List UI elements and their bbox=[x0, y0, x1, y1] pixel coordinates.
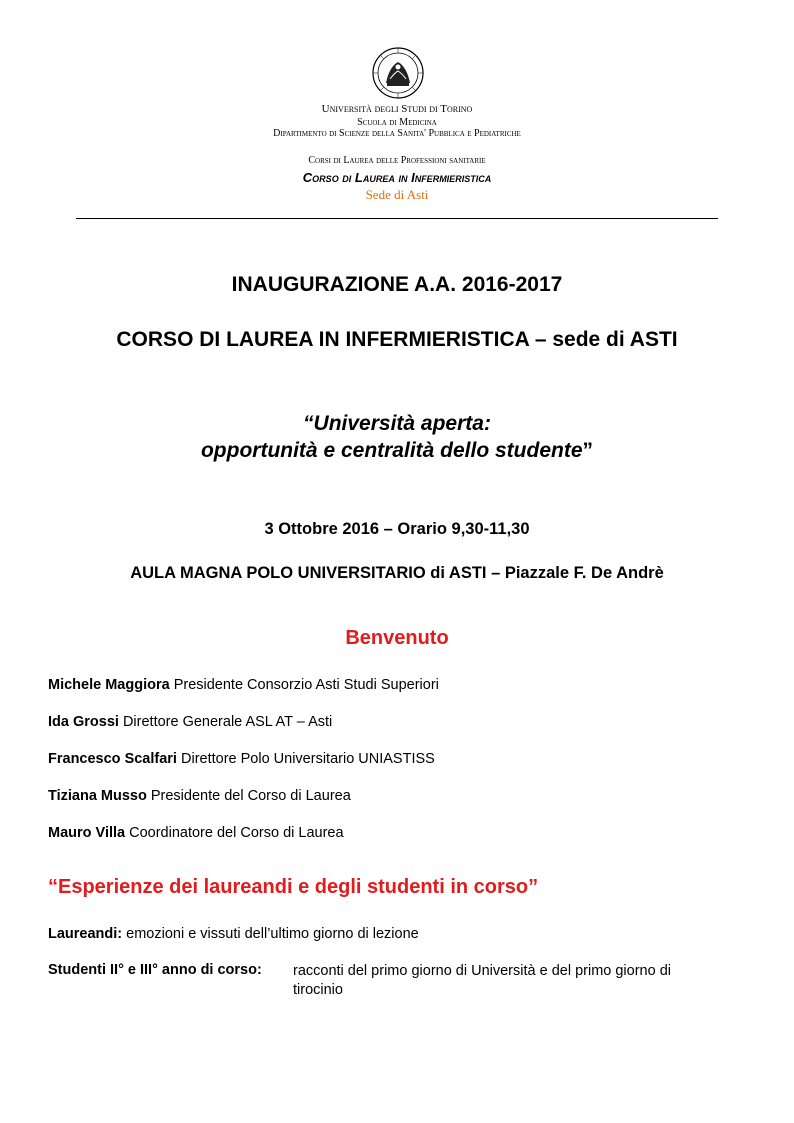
students-text: racconti del primo giorno di Università e del primo giorno di tirocinio bbox=[293, 963, 671, 998]
speaker-name: Tiziana Musso bbox=[48, 788, 147, 804]
university-name: Università degli Studi di Torino bbox=[321, 103, 473, 115]
speaker-name: Francesco Scalfari bbox=[48, 751, 177, 767]
header-divider bbox=[76, 218, 718, 219]
speaker-role: Presidente Consorzio Asti Studi Superiori bbox=[169, 677, 439, 693]
speaker-role: Presidente del Corso di Laurea bbox=[146, 788, 351, 804]
experiences-heading: “Esperienze dei laureandi e degli studenti in corso” bbox=[48, 876, 539, 898]
theme-line-2-text: opportunità e centralità dello studente bbox=[200, 439, 583, 462]
speaker-role: Direttore Generale ASL AT – Asti bbox=[118, 714, 333, 730]
speaker-role: Direttore Polo Universitario UNIASTISS bbox=[176, 751, 435, 767]
graduating-item bbox=[48, 926, 419, 942]
course-site-title: CORSO DI LAUREA IN INFERMIERISTICA – sede di ASTI bbox=[116, 328, 678, 351]
graduating-label: Laureandi: bbox=[48, 926, 123, 942]
students-label: Studenti II° e III° anno di corso: bbox=[48, 962, 262, 978]
theme-closing-quote: ” bbox=[582, 439, 594, 462]
speaker-item bbox=[48, 751, 435, 767]
speaker-name: Michele Maggiora bbox=[48, 677, 170, 693]
speaker-item bbox=[48, 788, 351, 804]
speaker-item bbox=[48, 714, 332, 730]
speaker-item bbox=[48, 677, 439, 693]
theme-quote bbox=[0, 410, 794, 464]
site-name: Sede di Asti bbox=[365, 187, 429, 202]
event-date-time: 3 Ottobre 2016 – Orario 9,30-11,30 bbox=[264, 520, 530, 538]
courses-group: Corsi di Laurea delle Professioni sanitarie bbox=[308, 155, 486, 166]
welcome-heading: Benvenuto bbox=[345, 627, 449, 649]
speaker-name: Ida Grossi bbox=[48, 714, 119, 730]
graduating-text: emozioni e vissuti dell’ultimo giorno di lezione bbox=[122, 926, 419, 942]
speaker-name: Mauro Villa bbox=[48, 825, 126, 841]
course-name: Corso di Laurea in Infermieristica bbox=[302, 170, 492, 185]
department-name: Dipartimento di Scienze della Sanita' Pubblica e Pediatriche bbox=[273, 128, 521, 139]
school-name: Scuola di Medicina bbox=[357, 117, 437, 128]
inauguration-title: INAUGURAZIONE A.A. 2016-2017 bbox=[231, 273, 563, 296]
speaker-item bbox=[48, 825, 344, 841]
event-location: AULA MAGNA POLO UNIVERSITARIO di ASTI – Piazzale F. De Andrè bbox=[130, 564, 664, 582]
theme-line-1: “Università aperta: bbox=[303, 412, 491, 435]
speaker-role: Coordinatore del Corso di Laurea bbox=[125, 825, 344, 841]
university-seal-logo bbox=[372, 47, 424, 99]
theme-line-2 bbox=[0, 437, 794, 464]
